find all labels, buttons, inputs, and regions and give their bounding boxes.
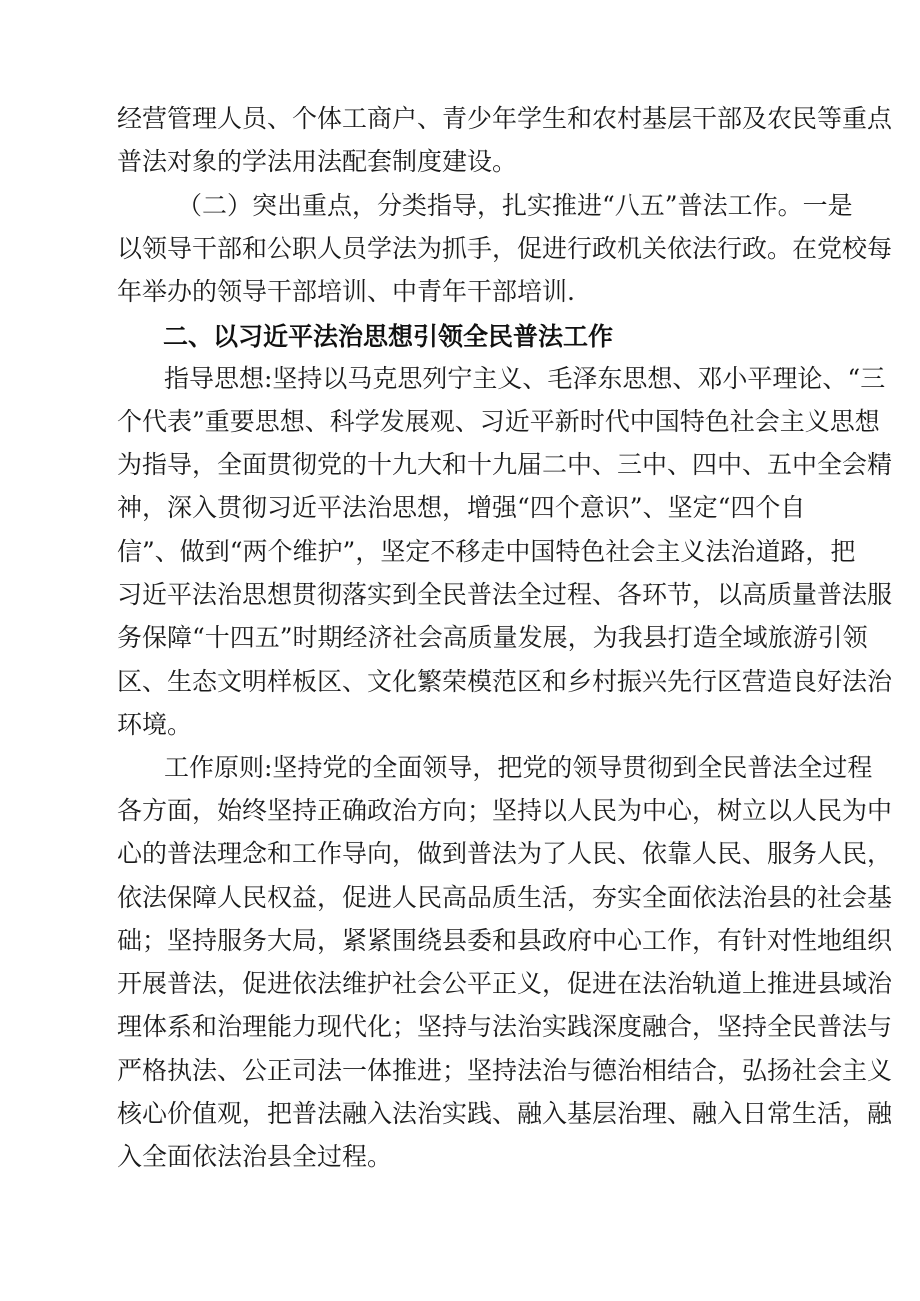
paragraph-line: （二）突出重点，分类指导，扎实推进“八五”普法工作。一是 (177, 191, 853, 220)
paragraph-line: 普法对象的学法用法配套制度建设。 (117, 147, 518, 176)
paragraph-line: 为指导，全面贯彻党的十九大和十九届二中、三中、四中、五中全会精 (117, 450, 893, 479)
paragraph-line: 依法保障人民权益，促进人民高品质生活，夯实全面依法治县的社会基 (117, 883, 893, 912)
paragraph-line: 年举办的领导干部培训、中青年干部培训. (117, 277, 575, 306)
paragraph-line: 务保障“十四五”时期经济社会高质量发展，为我县打造全域旅游引领 (117, 623, 868, 652)
paragraph-line: 心的普法理念和工作导向，做到普法为了人民、依靠人民、服务人民， (117, 839, 893, 868)
paragraph-line: 信”、做到“两个维护”，坚定不移走中国特色社会主义法治道路，把 (117, 537, 856, 566)
paragraph-line: 以领导干部和公职人员学法为抓手，促进行政机关依法行政。在党校每 (117, 234, 893, 263)
paragraph-line: 指导思想:坚持以马克思列宁主义、毛泽东思想、邓小平理论、“三 (164, 364, 886, 393)
paragraph-line: 习近平法治思想贯彻落实到全民普法全过程、各环节，以高质量普法服 (117, 580, 893, 609)
paragraph-line: 环境。 (117, 710, 193, 739)
paragraph-line: 严格执法、公正司法一体推进；坚持法治与德治相结合，弘扬社会主义 (117, 1056, 893, 1085)
paragraph-line: 础；坚持服务大局，紧紧围绕县委和县政府中心工作，有针对性地组织 (117, 926, 893, 955)
paragraph-line: 开展普法，促进依法维护社会公平正义，促进在法治轨道上推进县域治 (117, 969, 893, 998)
paragraph-line: 各方面，始终坚持正确政治方向；坚持以人民为中心，树立以人民为中 (117, 796, 893, 825)
paragraph-line: 核心价值观，把普法融入法治实践、融入基层治理、融入日常生活，融 (117, 1099, 893, 1128)
paragraph-line: 神，深入贯彻习近平法治思想，增强“四个意识”、坚定“四个自 (117, 493, 806, 522)
paragraph-line: 工作原则:坚持党的全面领导，把党的领导贯彻到全民普法全过程 (164, 753, 873, 782)
paragraph-line: 理体系和治理能力现代化；坚持与法治实践深度融合，坚持全民普法与 (117, 1012, 893, 1041)
paragraph-line: 入全面依法治县全过程。 (117, 1142, 393, 1171)
section-heading: 二、以习近平法治思想引领全民普法工作 (163, 322, 614, 351)
paragraph-line: 经营管理人员、个体工商户、青少年学生和农村基层干部及农民等重点 (117, 104, 893, 133)
paragraph-line: 个代表”重要思想、科学发展观、习近平新时代中国特色社会主义思想 (117, 407, 880, 436)
paragraph-line: 区、生态文明样板区、文化繁荣模范区和乡村振兴先行区营造良好法治 (117, 667, 893, 696)
